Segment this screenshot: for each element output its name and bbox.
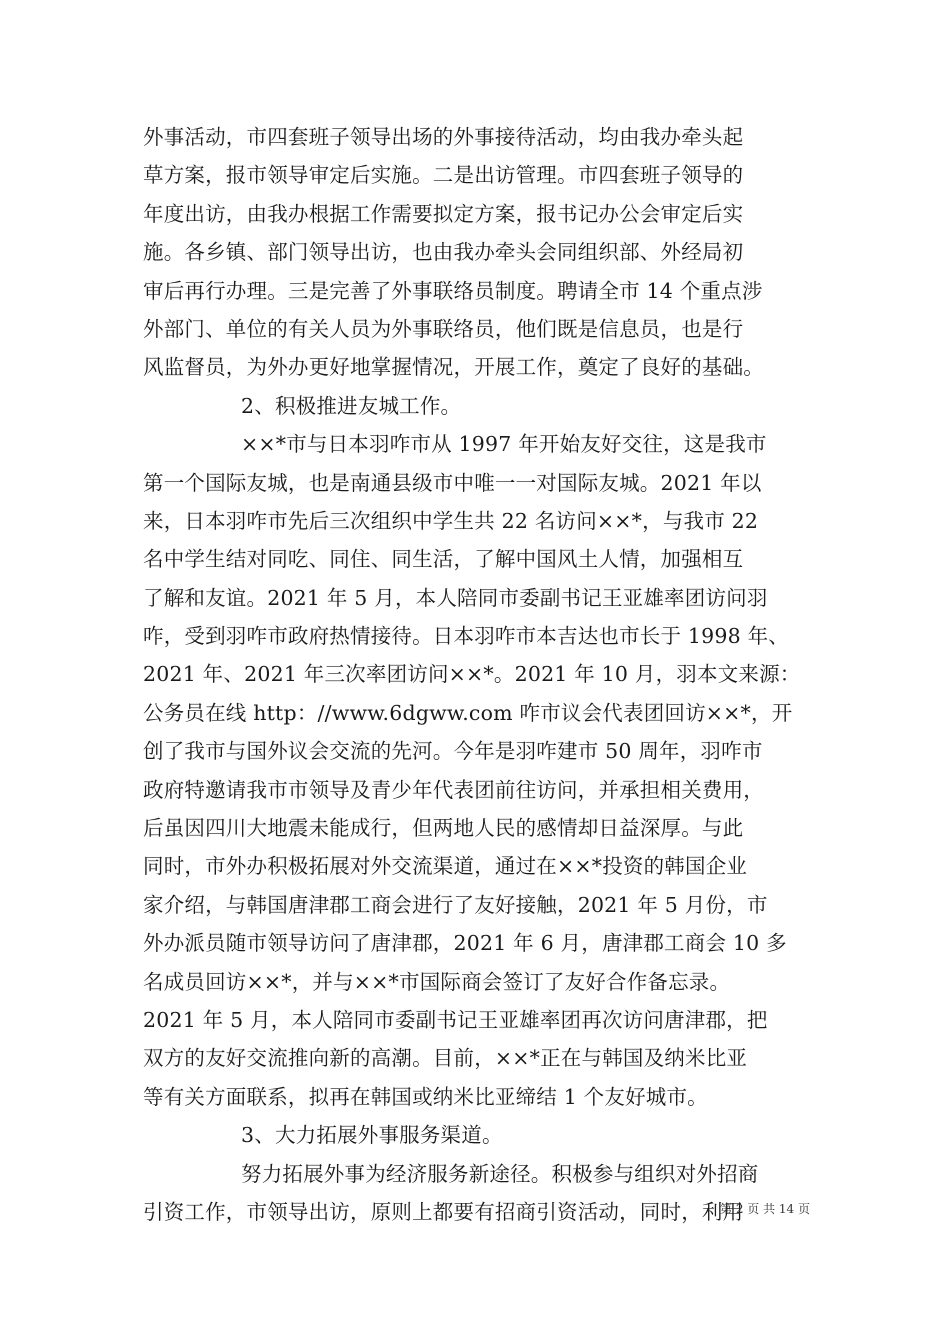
text-line: 等有关方面联系，拟再在韩国或纳米比亚缔结 1 个友好城市。: [143, 1084, 708, 1109]
text-line: 名成员回访××*，并与××*市国际商会签订了友好合作备忘录。: [143, 969, 731, 994]
text-line: 年度出访，由我办根据工作需要拟定方案，报书记办公会审定后实: [143, 201, 744, 226]
text-line: 草方案，报市领导审定后实施。二是出访管理。市四套班子领导的: [143, 163, 744, 188]
text-line: 2021 年、2021 年三次率团访问××*。2021 年 10 月，羽本文来源：: [143, 662, 801, 687]
page-number-footer: 第 2 页 共 14 页: [720, 1202, 810, 1216]
text-line: 引资工作，市领导出访，原则上都要有招商引资活动，同时，利用: [143, 1199, 744, 1224]
text-line: 风监督员，为外办更好地掌握情况，开展工作，奠定了良好的基础。: [143, 355, 764, 380]
text-line: 创了我市与国外议会交流的先河。今年是羽咋建市 50 周年，羽咋市: [143, 739, 763, 764]
text-line: 公务员在线 http：//www.6dgww.com 咋市议会代表团回访××*，开: [143, 700, 793, 725]
text-line: 施。各乡镇、部门领导出访，也由我办牵头会同组织部、外经局初: [143, 240, 744, 265]
text-line: 来，日本羽咋市先后三次组织中学生共 22 名访问××*，与我市 22: [143, 508, 759, 533]
text-line: 2021 年 5 月，本人陪同市委副书记王亚雄率团再次访问唐津郡，把: [143, 1007, 768, 1032]
text-line: 政府特邀请我市市领导及青少年代表团前往访问，并承担相关费用，: [143, 777, 764, 802]
text-line: 外办派员随市领导访问了唐津郡，2021 年 6 月，唐津郡工商会 10 多: [143, 931, 787, 956]
text-line: 后虽因四川大地震未能成行，但两地人民的感情却日益深厚。与此: [143, 816, 744, 841]
section-heading-2: 2、积极推进友城工作。: [241, 393, 462, 418]
text-line: 审后再行办理。三是完善了外事联络员制度。聘请全市 14 个重点涉: [143, 278, 763, 303]
section-heading-3: 3、大力拓展外事服务渠道。: [241, 1123, 503, 1148]
text-line: 外部门、单位的有关人员为外事联络员，他们既是信息员，也是行: [143, 316, 744, 341]
text-line: 第一个国际友城，也是南通县级市中唯一一对国际友城。2021 年以: [143, 470, 762, 495]
text-line: 努力拓展外事为经济服务新途径。积极参与组织对外招商: [241, 1161, 759, 1186]
body-text: [143, 118, 823, 1231]
text-line: 名中学生结对同吃、同住、同生活，了解中国风土人情，加强相互: [143, 547, 744, 572]
text-line: 外事活动，市四套班子领导出场的外事接待活动，均由我办牵头起: [143, 125, 744, 149]
text-line: 了解和友谊。2021 年 5 月，本人陪同市委副书记王亚雄率团访问羽: [143, 585, 768, 610]
text-line: 双方的友好交流推向新的高潮。目前，××*正在与韩国及纳米比亚: [143, 1046, 748, 1071]
text-line: ××*市与日本羽咋市从 1997 年开始友好交往，这是我市: [241, 432, 767, 457]
text-line: 咋，受到羽咋市政府热情接待。日本羽咋市本吉达也市长于 1998 年、: [143, 624, 790, 649]
text-line: 同时，市外办积极拓展对外交流渠道，通过在××*投资的韩国企业: [143, 854, 748, 879]
text-line: 家介绍，与韩国唐津郡工商会进行了友好接触，2021 年 5 月份，市: [143, 892, 768, 917]
